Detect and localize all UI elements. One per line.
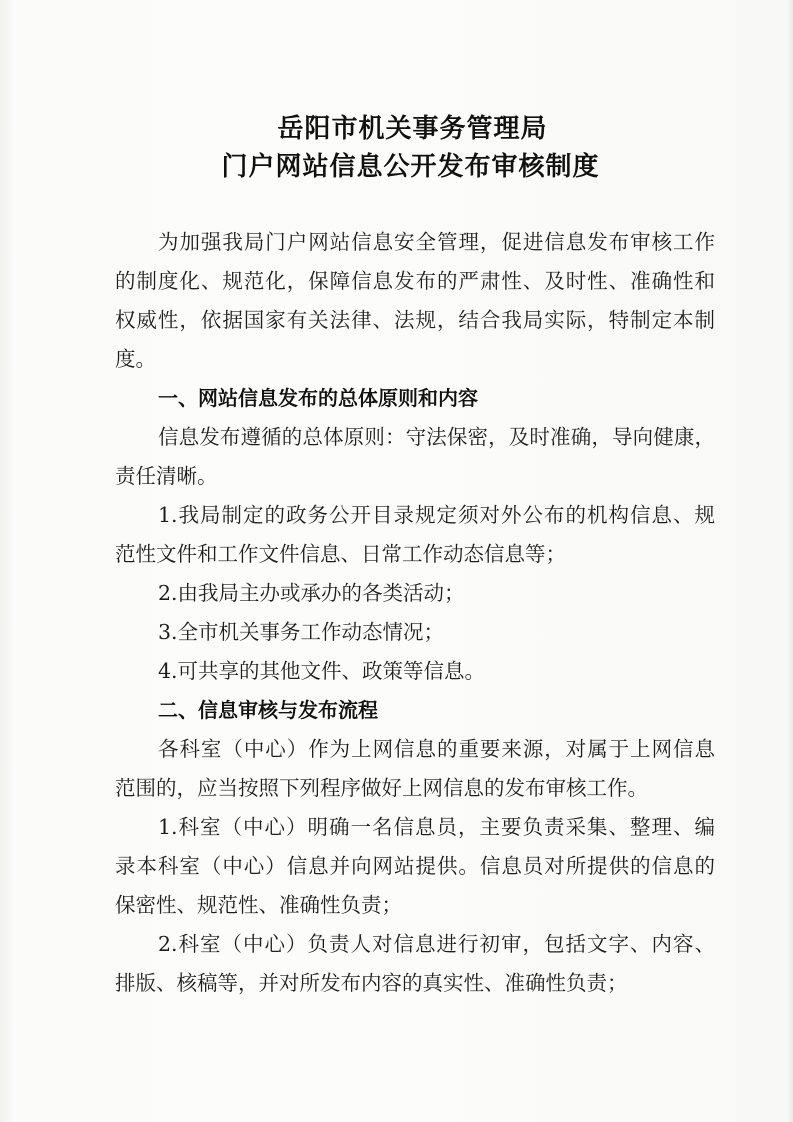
list-item-line: 录本科室（中心）信息并向网站提供。信息员对所提供的信息的 — [115, 854, 715, 878]
list-item-line: 3.全市机关事务工作动态情况； — [158, 620, 445, 644]
list-item-line: 1.我局制定的政务公开目录规定须对外公布的机构信息、规 — [158, 503, 715, 527]
paragraph-line: 为加强我局门户网站信息安全管理，促进信息发布审核工作 — [158, 230, 715, 254]
paragraph-line: 的制度化、规范化，保障信息发布的严肃性、及时性、准确性和 — [115, 269, 715, 293]
document-title-line-1: 岳阳市机关事务管理局 — [277, 114, 548, 144]
section-heading: 二、信息审核与发布流程 — [158, 698, 378, 722]
list-item-line: 范性文件和工作文件信息、日常工作动态信息等； — [115, 542, 566, 566]
paragraph-line: 信息发布遵循的总体原则：守法保密，及时准确，导向健康， — [158, 425, 715, 449]
list-item-line: 2.由我局主办或承办的各类活动； — [158, 581, 465, 605]
paragraph-line: 责任清晰。 — [115, 464, 218, 488]
list-item-line: 4.可共享的其他文件、政策等信息。 — [158, 659, 486, 683]
paragraph-line: 各科室（中心）作为上网信息的重要来源，对属于上网信息 — [158, 737, 715, 761]
list-item-line: 2.科室（中心）负责人对信息进行初审，包括文字、内容、 — [158, 932, 715, 956]
list-item-line: 1.科室（中心）明确一名信息员，主要负责采集、整理、编 — [158, 815, 715, 839]
section-heading: 一、网站信息发布的总体原则和内容 — [158, 386, 478, 410]
document-title-line-2: 门户网站信息公开发布审核制度 — [221, 152, 600, 182]
list-item-line: 排版、核稿等，并对所发布内容的真实性、准确性负责； — [115, 971, 628, 995]
paragraph-line: 度。 — [115, 347, 156, 371]
list-item-line: 保密性、规范性、准确性负责； — [115, 893, 402, 917]
paragraph-line: 权威性，依据国家有关法律、法规，结合我局实际，特制定本制 — [115, 308, 715, 332]
paragraph-line: 范围的，应当按照下列程序做好上网信息的发布审核工作。 — [115, 776, 648, 800]
